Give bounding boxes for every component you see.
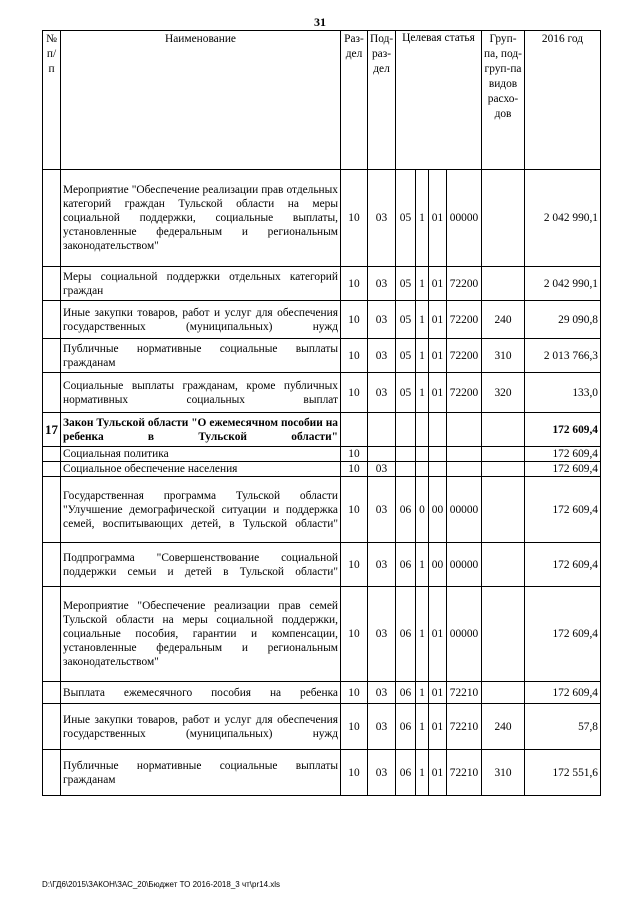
row-target-program	[396, 413, 416, 447]
row-target-program: 06	[396, 543, 416, 587]
row-expense-group: 310	[482, 750, 525, 796]
row-target-activity: 01	[429, 704, 447, 750]
row-expense-group	[482, 170, 525, 267]
row-target-program: 05	[396, 339, 416, 373]
table-row	[43, 682, 601, 704]
row-target-direction: 72200	[447, 267, 482, 301]
row-target-program: 05	[396, 170, 416, 267]
row-podrazdel: 03	[368, 267, 396, 301]
row-target-direction: 00000	[447, 543, 482, 587]
table-row	[43, 543, 601, 587]
table-row	[43, 339, 601, 373]
row-expense-group	[482, 543, 525, 587]
row-target-direction	[447, 462, 482, 477]
row-podrazdel: 03	[368, 170, 396, 267]
row-target-subprogram	[416, 447, 429, 462]
row-expense-group	[482, 462, 525, 477]
row-expense-group	[482, 477, 525, 543]
row-target-activity: 01	[429, 267, 447, 301]
row-amount: 172 609,4	[525, 587, 601, 682]
row-target-activity: 00	[429, 543, 447, 587]
row-razdel: 10	[341, 587, 368, 682]
row-expense-group	[482, 413, 525, 447]
row-name: Социальное обеспечение населения	[61, 462, 341, 477]
row-razdel: 10	[341, 301, 368, 339]
row-target-program: 06	[396, 750, 416, 796]
row-target-program: 06	[396, 704, 416, 750]
row-razdel: 10	[341, 750, 368, 796]
table-row	[43, 447, 601, 462]
row-target-subprogram: 1	[416, 267, 429, 301]
row-target-direction: 00000	[447, 477, 482, 543]
row-target-direction: 72210	[447, 750, 482, 796]
row-target-subprogram: 1	[416, 704, 429, 750]
row-number	[43, 477, 61, 543]
row-name: Меры социальной поддержки отдельных категорий граждан	[61, 267, 341, 301]
table-row	[43, 587, 601, 682]
row-target-subprogram: 1	[416, 587, 429, 682]
row-amount: 172 609,4	[525, 447, 601, 462]
row-target-direction: 72210	[447, 682, 482, 704]
row-target-subprogram: 1	[416, 543, 429, 587]
row-target-activity: 01	[429, 682, 447, 704]
header-target-spacer	[396, 46, 482, 170]
row-amount: 57,8	[525, 704, 601, 750]
row-number	[43, 339, 61, 373]
row-razdel: 10	[341, 339, 368, 373]
row-amount: 172 551,6	[525, 750, 601, 796]
row-expense-group	[482, 447, 525, 462]
footer-file-path: D:\ГД6\2015\ЗАКОН\ЗАС_20\Бюджет ТО 2016-2018_3 чт\pr14.xls	[42, 880, 281, 889]
row-target-subprogram	[416, 413, 429, 447]
row-name: Иные закупки товаров, работ и услуг для обеспечения государственных (муниципальных) нужд	[61, 301, 341, 339]
row-target-activity: 00	[429, 477, 447, 543]
row-target-subprogram: 1	[416, 750, 429, 796]
row-target-activity: 01	[429, 339, 447, 373]
row-razdel: 10	[341, 267, 368, 301]
row-amount: 29 090,8	[525, 301, 601, 339]
row-name: Государственная программа Тульской области "Улучшение демографической ситуации и поддержка семей, воспитывающих детей, в Тульской области"	[61, 477, 341, 543]
row-target-activity	[429, 462, 447, 477]
row-amount: 2 042 990,1	[525, 170, 601, 267]
row-target-program	[396, 447, 416, 462]
table-row	[43, 267, 601, 301]
row-amount: 2 013 766,3	[525, 339, 601, 373]
row-razdel: 10	[341, 462, 368, 477]
row-target-subprogram: 1	[416, 170, 429, 267]
header-razdel: Раз-дел	[341, 31, 368, 170]
row-razdel: 10	[341, 543, 368, 587]
row-name: Публичные нормативные социальные выплаты гражданам	[61, 750, 341, 796]
row-name: Публичные нормативные социальные выплаты гражданам	[61, 339, 341, 373]
table-row	[43, 170, 601, 267]
row-target-program: 05	[396, 373, 416, 413]
row-name: Мероприятие "Обеспечение реализации прав семей Тульской области на меры социальной поддержки, социальные пособия, гарантии и компенсации, установленные федеральным и региональным законодательством"	[61, 587, 341, 682]
row-number	[43, 704, 61, 750]
table-row	[43, 477, 601, 543]
row-amount: 172 609,4	[525, 413, 601, 447]
row-target-activity: 01	[429, 750, 447, 796]
row-razdel: 10	[341, 477, 368, 543]
budget-table	[42, 30, 601, 796]
row-target-direction: 72210	[447, 704, 482, 750]
row-number	[43, 170, 61, 267]
row-number	[43, 543, 61, 587]
row-number	[43, 267, 61, 301]
row-target-direction	[447, 447, 482, 462]
row-target-direction: 00000	[447, 587, 482, 682]
row-name: Социальные выплаты гражданам, кроме публичных нормативных социальных выплат	[61, 373, 341, 413]
row-podrazdel	[368, 447, 396, 462]
row-target-activity: 01	[429, 587, 447, 682]
row-name: Закон Тульской области "О ежемесячном пособии на ребенка в Тульской области"	[61, 413, 341, 447]
row-number: 17	[43, 413, 61, 447]
row-razdel: 10	[341, 373, 368, 413]
row-podrazdel: 03	[368, 301, 396, 339]
header-row	[43, 31, 601, 47]
header-target: Целевая статья	[396, 31, 482, 47]
row-expense-group	[482, 682, 525, 704]
row-podrazdel: 03	[368, 477, 396, 543]
row-target-subprogram: 1	[416, 682, 429, 704]
row-name: Подпрограмма "Совершенствование социальной поддержки семьи и детей в Тульской области"	[61, 543, 341, 587]
row-target-activity	[429, 413, 447, 447]
row-target-direction: 72200	[447, 373, 482, 413]
row-target-subprogram: 1	[416, 373, 429, 413]
row-name: Социальная политика	[61, 447, 341, 462]
row-name: Мероприятие "Обеспечение реализации прав отдельных категорий граждан Тульской области на меры социальной поддержки, социальные выплаты, установленные федеральным и региональным законодательством"	[61, 170, 341, 267]
row-expense-group	[482, 267, 525, 301]
row-number	[43, 587, 61, 682]
table-row	[43, 373, 601, 413]
row-target-subprogram: 1	[416, 339, 429, 373]
row-podrazdel: 03	[368, 704, 396, 750]
row-target-direction	[447, 413, 482, 447]
row-target-activity	[429, 447, 447, 462]
row-podrazdel: 03	[368, 339, 396, 373]
row-expense-group	[482, 587, 525, 682]
row-podrazdel: 03	[368, 750, 396, 796]
row-expense-group: 310	[482, 339, 525, 373]
row-target-activity: 01	[429, 170, 447, 267]
row-podrazdel: 03	[368, 682, 396, 704]
header-group: Груп-па, под-груп-па видов расхо-дов	[482, 31, 525, 170]
row-razdel: 10	[341, 682, 368, 704]
row-razdel: 10	[341, 170, 368, 267]
header-name: Наименование	[61, 31, 341, 170]
row-amount: 172 609,4	[525, 477, 601, 543]
row-podrazdel: 03	[368, 543, 396, 587]
row-podrazdel: 03	[368, 373, 396, 413]
table-row	[43, 704, 601, 750]
row-number	[43, 682, 61, 704]
row-razdel	[341, 413, 368, 447]
row-amount: 133,0	[525, 373, 601, 413]
table-row	[43, 750, 601, 796]
row-expense-group: 320	[482, 373, 525, 413]
row-number	[43, 373, 61, 413]
table-row	[43, 413, 601, 447]
row-target-program: 06	[396, 477, 416, 543]
page-number: 31	[314, 15, 326, 29]
row-podrazdel: 03	[368, 462, 396, 477]
table-row	[43, 462, 601, 477]
row-target-direction: 72200	[447, 339, 482, 373]
row-target-program	[396, 462, 416, 477]
row-target-program: 05	[396, 267, 416, 301]
row-target-program: 06	[396, 587, 416, 682]
row-target-program: 05	[396, 301, 416, 339]
row-number	[43, 750, 61, 796]
row-expense-group: 240	[482, 704, 525, 750]
row-name: Иные закупки товаров, работ и услуг для обеспечения государственных (муниципальных) нужд	[61, 704, 341, 750]
row-amount: 172 609,4	[525, 543, 601, 587]
table-row	[43, 301, 601, 339]
row-podrazdel	[368, 413, 396, 447]
row-target-subprogram	[416, 462, 429, 477]
row-razdel: 10	[341, 704, 368, 750]
row-expense-group: 240	[482, 301, 525, 339]
row-target-activity: 01	[429, 301, 447, 339]
row-number	[43, 301, 61, 339]
row-target-direction: 72200	[447, 301, 482, 339]
row-target-activity: 01	[429, 373, 447, 413]
row-number	[43, 447, 61, 462]
header-year: 2016 год	[525, 31, 601, 170]
row-target-subprogram: 1	[416, 301, 429, 339]
header-num: № п/п	[43, 31, 61, 170]
row-target-subprogram: 0	[416, 477, 429, 543]
row-target-program: 06	[396, 682, 416, 704]
row-name: Выплата ежемесячного пособия на ребенка	[61, 682, 341, 704]
row-podrazdel: 03	[368, 587, 396, 682]
row-target-direction: 00000	[447, 170, 482, 267]
row-amount: 172 609,4	[525, 682, 601, 704]
row-amount: 2 042 990,1	[525, 267, 601, 301]
row-razdel: 10	[341, 447, 368, 462]
row-number	[43, 462, 61, 477]
header-podrazdel: Под-раз-дел	[368, 31, 396, 170]
row-amount: 172 609,4	[525, 462, 601, 477]
